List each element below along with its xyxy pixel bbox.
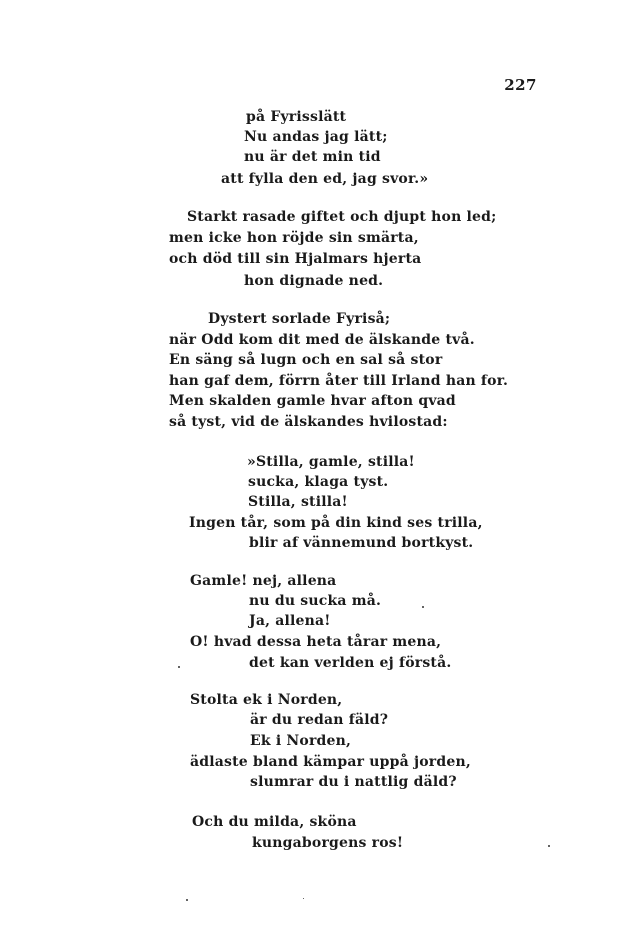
poem-line: på Fyrisslätt (246, 109, 347, 125)
poem-line: att fylla den ed, jag svor.» (221, 171, 429, 187)
poem-line: Ek i Norden, (250, 733, 352, 749)
poem-line: Starkt rasade giftet och djupt hon led; (187, 209, 497, 225)
poem-line: han gaf dem, förrn åter till Irland han for. (169, 373, 509, 389)
poem-line: ädlaste bland kämpar uppå jorden, (190, 754, 471, 770)
poem-line: Ingen tår, som på din kind ses trilla, (189, 515, 483, 531)
poem-line: slumrar du i nattlig däld? (250, 774, 457, 790)
page-number: 227 (504, 76, 537, 94)
poem-line: »Stilla, gamle, stilla! (247, 454, 415, 470)
poem-line: nu du sucka må. (249, 593, 382, 609)
print-speck (303, 898, 304, 899)
poem-line: nu är det min tid (244, 149, 381, 165)
poem-line: blir af vännemund bortkyst. (249, 535, 474, 551)
print-speck (422, 606, 424, 608)
poem-line: Nu andas jag lätt; (244, 129, 388, 145)
poem-line: sucka, klaga tyst. (248, 474, 389, 490)
poem-line: men icke hon röjde sin smärta, (169, 230, 419, 246)
print-speck (548, 845, 550, 847)
poem-line: En säng så lugn och en sal så stor (169, 352, 443, 368)
poem-line: och död till sin Hjalmars hjerta (169, 251, 422, 267)
poem-line: Stilla, stilla! (248, 494, 348, 510)
poem-line: Och du milda, sköna (192, 814, 357, 830)
poem-line: så tyst, vid de älskandes hvilostad: (169, 414, 448, 430)
poem-line: Dystert sorlade Fyriså; (208, 311, 391, 327)
print-speck (178, 666, 180, 668)
poem-line: Gamle! nej, allena (190, 573, 337, 589)
poem-line: kungaborgens ros! (252, 835, 404, 851)
poem-line: hon dignade ned. (244, 273, 384, 289)
poem-line: är du redan fäld? (250, 712, 389, 728)
poem-line: när Odd kom dit med de älskande två. (169, 332, 475, 348)
poem-line: O! hvad dessa heta tårar mena, (190, 634, 442, 650)
print-speck (186, 899, 188, 901)
poem-line: Men skalden gamle hvar afton qvad (169, 393, 456, 409)
poem-line: det kan verlden ej förstå. (249, 655, 452, 671)
poem-line: Stolta ek i Norden, (190, 692, 343, 708)
poem-line: Ja, allena! (249, 613, 331, 629)
